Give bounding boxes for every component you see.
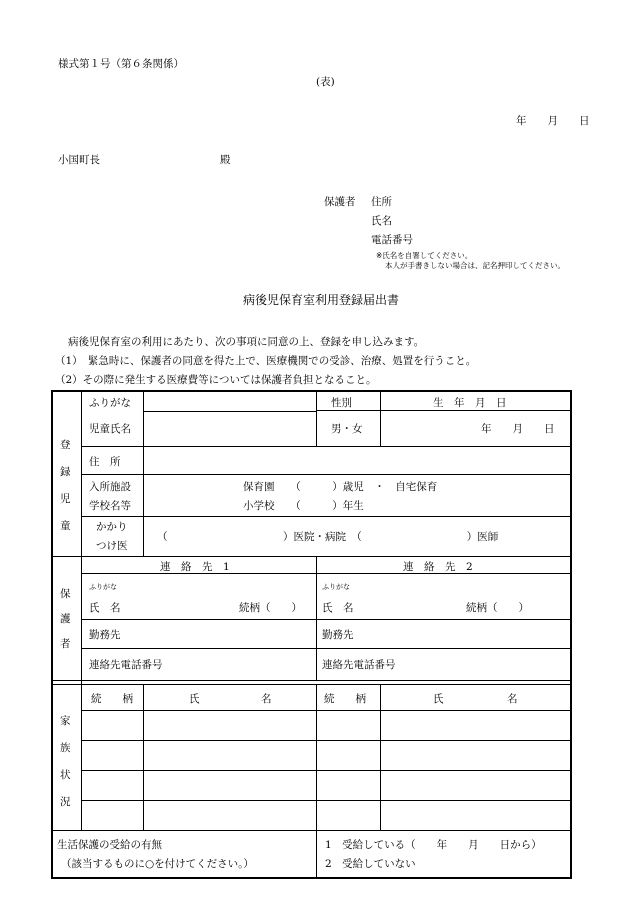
signature-note-2: 本人が手書きしない場合は、記名押印してください。 [385,261,565,270]
family-relation-header-2: 続 柄 [324,693,366,705]
child-name-label: 児童氏名 [89,423,131,435]
family-name-cell[interactable] [146,713,314,738]
birthdate-label: 生 年 月 日 [433,397,507,409]
intro-line-1: 病後児保育室の利用にあたり、次の事項に同意の上、登録を申し込みます。 [68,336,425,348]
facility-label-1: 入所施設 [89,481,131,493]
child-address-label: 住 所 [89,456,121,468]
contact-1-furigana: ふりがな [89,583,117,591]
applicant-name-label[interactable]: 氏名 [371,215,392,227]
applicant-phone-label[interactable]: 電話番号 [371,234,413,246]
contact-2-relation[interactable]: 続柄（ ） [466,602,529,614]
guardian-section-label: 保 護 者 [60,588,71,650]
contact-2-work[interactable]: 勤務先 [322,629,354,641]
applicant-address-label[interactable]: 住所 [371,196,392,208]
family-name-header-1a: 氏 [189,693,200,705]
contact-2-furigana: ふりがな [322,583,350,591]
contact-2-name-label[interactable]: 氏 名 [322,602,354,614]
family-name-header-2a: 氏 [433,693,444,705]
facility-option-school[interactable]: 小学校 （ ）年生 [243,500,364,512]
contact-1-work[interactable]: 勤務先 [89,629,121,641]
family-relation-cell[interactable] [319,713,378,738]
contact-1-phone[interactable]: 連絡先電話番号 [89,659,163,671]
doctor-label-1: かかり [96,521,128,533]
child-furigana-input[interactable] [148,393,314,409]
contact-2-header: 連 絡 先 2 [403,561,473,573]
document-title: 病後児保育室利用登録届出書 [243,293,400,307]
registration-table [51,390,572,879]
contact-1-relation[interactable]: 続柄（ ） [239,602,302,614]
birthdate-field[interactable]: 年 月 日 [481,423,555,435]
family-name-header-1b: 名 [261,693,272,705]
welfare-label-1: 生活保護の受給の有無 [57,839,162,851]
child-address-input[interactable] [148,449,566,471]
contact-1-name-label[interactable]: 氏 名 [89,602,121,614]
child-name-input[interactable] [148,414,314,444]
family-name-header-2b: 名 [507,693,518,705]
welfare-option-not-receiving[interactable]: 2 受給していない [325,858,416,870]
addressee-honorific: 殿 [220,154,231,166]
intro-line-2: （1） 緊急時に、保護者の同意を得た上で、医療機関での受診、治療、処置を行うこと。 [55,355,477,367]
family-section-label: 家 族 状 況 [60,715,71,808]
form-side: (表) [316,76,335,88]
child-section-label: 登 録 児 童 [60,439,71,532]
welfare-label-2: （該当するものに○を付けてください。） [61,858,254,870]
family-name-cell[interactable] [383,713,568,738]
facility-option-nursery[interactable]: 保育園 （ ）歳児 ・ 自宅保育 [243,481,438,493]
date-field[interactable]: 年 月 日 [516,115,590,127]
contact-1-header: 連 絡 先 1 [160,561,230,573]
applicant-label: 保護者 [324,196,356,208]
facility-label-2: 学校名等 [89,500,131,512]
intro-line-3: （2）その際に発生する医療費等については保護者負担となること。 [55,374,377,386]
gender-field[interactable]: 男・女 [331,423,363,435]
doctor-label-2: つけ医 [96,540,128,552]
contact-2-phone[interactable]: 連絡先電話番号 [322,659,396,671]
child-furigana-label: ふりがな [89,397,131,409]
family-relation-header-1: 続 柄 [91,693,133,705]
doctor-field[interactable]: （ ）医院・病院 （ ）医師 [157,531,499,543]
welfare-option-receiving[interactable]: 1 受給している（ 年 月 日から） [325,839,542,851]
family-relation-cell[interactable] [84,713,141,738]
addressee-mayor: 小国町長 [58,154,100,166]
gender-label: 性別 [331,397,352,409]
form-number: 様式第１号（第６条関係） [58,58,184,70]
signature-note-1: ※氏名を自署してください。 [376,251,473,260]
